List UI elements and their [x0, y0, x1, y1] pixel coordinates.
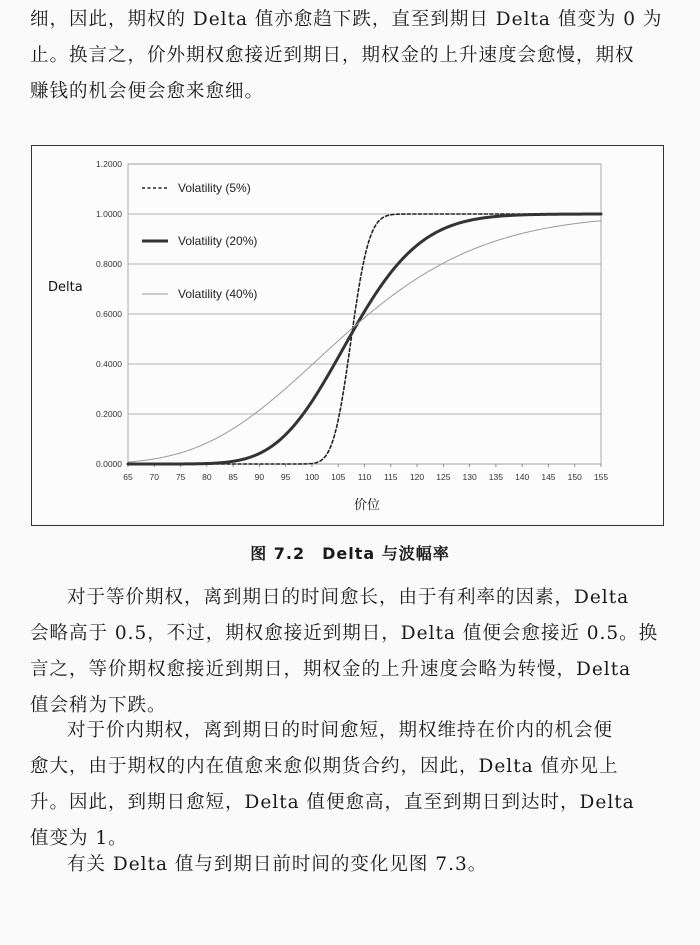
x-tick-labels — [123, 472, 608, 482]
x-tick-label: 135 — [488, 472, 503, 482]
x-axis-label: 价位 — [353, 498, 381, 513]
text-line: 有关 Delta 值与到期日前时间的变化见图 7.3。 — [67, 854, 488, 875]
x-tick-label: 85 — [228, 472, 238, 482]
x-tick-label: 105 — [331, 472, 346, 482]
y-axis-label: Delta — [48, 280, 83, 295]
legend-entry: Volatility (5%) — [178, 181, 251, 195]
text-line: 会略高于 0.5，不过，期权愈接近到期日，Delta 值便会愈接近 0.5。换 — [30, 623, 659, 644]
x-tick-label: 140 — [515, 472, 530, 482]
paragraph-itm — [30, 713, 670, 857]
text-line: 对于等价期权，离到期日的时间愈长，由于有利率的因素，Delta — [67, 587, 630, 608]
text-line: 升。因此，到期日愈短，Delta 值便愈高，直至到期日到达时，Delta — [30, 792, 635, 813]
y-tick-label: 1.2000 — [96, 159, 122, 169]
y-tick-label: 0.4000 — [96, 359, 122, 369]
text-line: 赚钱的机会便会愈来愈细。 — [30, 81, 265, 102]
grid-layer — [128, 164, 601, 467]
figure-caption: 图 7.2 Delta 与波幅率 — [250, 544, 450, 563]
y-tick-label: 0.2000 — [96, 409, 122, 419]
x-tick-label: 75 — [175, 472, 186, 482]
x-tick-label: 90 — [254, 472, 265, 482]
x-tick-label: 155 — [593, 472, 609, 482]
text-line: 止。换言之，价外期权愈接近到期日，期权金的上升速度会愈慢，期权 — [30, 45, 635, 66]
legend-entry: Volatility (20%) — [178, 234, 258, 248]
x-tick-label: 80 — [202, 472, 212, 482]
x-tick-label: 95 — [280, 472, 291, 482]
delta-volatility-chart — [32, 146, 662, 524]
text-line: 对于价内期权，离到期日的时间愈短，期权维持在价内的机会便 — [67, 720, 614, 741]
legend-entry: Volatility (40%) — [178, 287, 258, 301]
text-line: 值会稍为下跌。 — [30, 695, 167, 716]
x-tick-label: 70 — [149, 472, 160, 482]
y-tick-label: 0.0000 — [96, 459, 122, 469]
x-tick-label: 115 — [383, 472, 398, 482]
x-tick-label: 125 — [436, 472, 451, 482]
y-tick-label: 0.6000 — [96, 309, 122, 319]
text-line: 值变为 1。 — [30, 828, 128, 849]
x-tick-label: 100 — [304, 472, 320, 482]
text-line: 细，因此，期权的 Delta 值亦愈趋下跌，直至到期日 Delta 值变为 0 为 — [30, 9, 663, 30]
text-line: 言之，等价期权愈接近到期日，期权金的上升速度会略为转慢，Delta — [30, 659, 632, 680]
legend — [142, 181, 257, 301]
x-tick-label: 150 — [567, 472, 582, 482]
x-tick-label: 145 — [541, 472, 556, 482]
series-line — [128, 214, 601, 464]
figure-frame — [31, 145, 664, 526]
text-line: 愈大，由于期权的内在值愈来愈似期货合约，因此，Delta 值亦见上 — [30, 756, 619, 777]
paragraph-top — [30, 2, 670, 110]
x-tick-label: 130 — [462, 472, 477, 482]
y-tick-labels — [96, 159, 122, 469]
x-tick-label: 65 — [123, 472, 133, 482]
x-tick-label: 120 — [409, 472, 425, 482]
paragraph-atm — [30, 580, 670, 724]
paragraph-reference — [30, 847, 670, 883]
series-line — [128, 214, 601, 464]
series-layer — [128, 214, 601, 464]
x-tick-label: 110 — [357, 472, 372, 482]
y-tick-label: 0.8000 — [96, 259, 122, 269]
y-tick-label: 1.0000 — [96, 209, 122, 219]
